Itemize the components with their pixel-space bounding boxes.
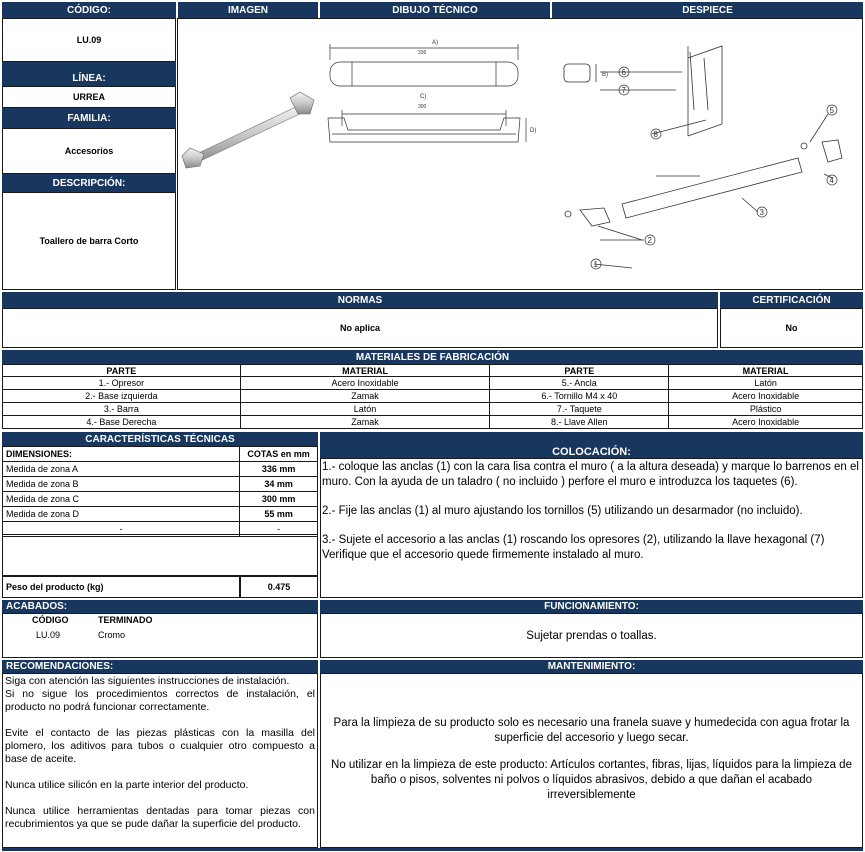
material-cell: Zamak: [240, 390, 490, 403]
linea-value: URREA: [2, 86, 176, 108]
acabados-codigo: LU.09: [36, 630, 61, 640]
peso-label: Peso del producto (kg): [2, 576, 240, 598]
col-dimensiones: DIMENSIONES:: [3, 447, 240, 462]
linea-header: LÍNEA:: [2, 62, 176, 86]
table-row: [3, 492, 318, 507]
codigo-value: LU.09: [2, 18, 176, 62]
callout-3: 3: [759, 208, 764, 217]
rec-line-5: Nunca utilice herramientas dentadas para tomar piezas con recubrimientos ya que se pude dañar la superficie del producto.: [5, 805, 315, 830]
dibujo-tecnico-header: DIBUJO TÉCNICO: [320, 2, 550, 18]
dim-value: 336 mm: [240, 462, 318, 477]
dim-name: Medida de zona B: [3, 477, 240, 492]
material-cell: Plástico: [669, 403, 863, 416]
table-row: [3, 390, 863, 403]
familia-header: FAMILIA:: [2, 108, 176, 128]
imagen-header: IMAGEN: [178, 2, 318, 18]
exploded-view: [552, 28, 862, 288]
table-row: [3, 477, 318, 492]
colocacion-step-2: 2.- Fije las anclas (1) al muro ajustando los tornillos (5) utilizando un desarmador (no incluido).: [322, 505, 803, 517]
callout-5: 5: [829, 106, 834, 115]
dim-value: 55 mm: [240, 507, 318, 522]
acabados-header: ACABADOS:: [2, 600, 318, 613]
callout-6: 6: [621, 68, 626, 77]
label-c: C): [420, 94, 427, 100]
descripcion-value: Toallero de barra Corto: [2, 192, 176, 290]
table-row: [3, 462, 318, 477]
dim-a: 336: [418, 50, 427, 56]
acabados-col-codigo: CÓDIGO: [32, 615, 69, 625]
colocacion-step-1: 1.- coloque las anclas (1) con la cara lisa contra el muro ( a la altura deseada) y marque lo barrenos en el muro. Con la ayuda de un taladro ( no incluido ) perfore el muro e introduzca los taquetes (6).: [322, 461, 859, 488]
dimensions-table: [2, 446, 318, 537]
material-cell: Acero Inoxidable: [240, 377, 490, 390]
parte-cell: 8.- Llave Allen: [490, 416, 669, 429]
acabados-terminado: Cromo: [98, 630, 126, 640]
recomendaciones-header: RECOMENDACIONES:: [2, 660, 318, 673]
col-parte-2: PARTE: [490, 365, 669, 377]
colocacion-step-3: 3.- Sujete el accesorio a las anclas (1) roscando los opresores (2), utilizando la llave hexagonal (7) Verifique que el accesorio quede firmemente instalado al muro.: [322, 534, 825, 561]
dim-c: 300: [418, 104, 427, 110]
material-cell: Zamak: [240, 416, 490, 429]
despiece-header: DESPIECE: [552, 2, 863, 18]
normas-value: No aplica: [2, 308, 718, 348]
rec-line-1: Siga con atención las siguientes instrucciones de instalación.: [5, 675, 290, 687]
codigo-header: CÓDIGO:: [2, 2, 176, 18]
dim-value: 300 mm: [240, 492, 318, 507]
label-a: A): [432, 40, 438, 46]
dim-name: Medida de zona D: [3, 507, 240, 522]
normas-header: NORMAS: [2, 292, 718, 308]
certificacion-value: No: [720, 308, 863, 348]
descripcion-header: DESCRIPCIÓN:: [2, 174, 176, 192]
table-row: [3, 403, 863, 416]
recomendaciones-body: [2, 673, 318, 848]
mantenimiento-p2: No utilizar en la limpieza de este producto: Artículos cortantes, fibras, lijas, líquidos para la limpieza de baño o pisos, solventes ni polvos o líquidos abrasivos, debido a que dañan el acabado irreversiblemente: [331, 759, 852, 801]
dim-name: Medida de zona C: [3, 492, 240, 507]
peso-value: 0.475: [240, 576, 318, 598]
table-row: [3, 377, 863, 390]
callout-2: 2: [647, 236, 652, 245]
dim-name: -: [3, 522, 240, 537]
material-cell: Acero Inoxidable: [669, 390, 863, 403]
familia-value: Accesorios: [2, 128, 176, 174]
dim-value: 34 mm: [240, 477, 318, 492]
col-material-1: MATERIAL: [240, 365, 490, 377]
materiales-header: MATERIALES DE FABRICACIÓN: [2, 350, 863, 364]
parte-cell: 7.- Taquete: [490, 403, 669, 416]
parte-cell: 6.- Tornillo M4 x 40: [490, 390, 669, 403]
mantenimiento-header: MANTENIMIENTO:: [320, 660, 863, 673]
col-cotas: COTAS en mm: [240, 447, 318, 462]
blank-cell: [2, 534, 318, 576]
parte-cell: 1.- Opresor: [3, 377, 241, 390]
dim-value: -: [240, 522, 318, 537]
technical-drawing: [322, 30, 550, 160]
bottom-rule: [2, 848, 863, 851]
parte-cell: 5.- Ancla: [490, 377, 669, 390]
table-row: [3, 416, 863, 429]
mantenimiento-body: [320, 673, 863, 848]
material-cell: Latón: [669, 377, 863, 390]
rec-line-2: Si no sigue los procedimientos correctos de instalación, el producto no podrá funcionar correctamente.: [5, 688, 315, 713]
material-cell: Acero Inoxidable: [669, 416, 863, 429]
rec-line-4: Nunca utilice silicón en la parte interior del producto.: [5, 779, 249, 791]
materials-table: [2, 364, 863, 429]
parte-cell: 2.- Base izquierda: [3, 390, 241, 403]
funcionamiento-header: FUNCIONAMIENTO:: [320, 600, 863, 613]
colocacion-header: COLOCACIÓN:: [320, 432, 863, 458]
callout-4: 4: [829, 176, 834, 185]
mantenimiento-p1: Para la limpieza de su producto solo es necesario una franela suave y humedecida con agua frotar la superficie del accesorio y luego secar.: [333, 717, 850, 744]
label-b: B): [602, 72, 608, 78]
parte-cell: 3.- Barra: [3, 403, 241, 416]
rec-line-3: Evite el contacto de las piezas plásticas con la masilla del plomero, los aditivos para tubos o cualquier otro compuesto a base de aceite.: [5, 727, 315, 765]
caracteristicas-header: CARACTERÍSTICAS TÉCNICAS: [2, 432, 318, 446]
label-d: D): [530, 128, 537, 134]
acabados-col-terminado: TERMINADO: [98, 615, 153, 625]
certificacion-header: CERTIFICACIÓN: [720, 292, 863, 308]
product-photo: [180, 90, 320, 170]
col-parte-1: PARTE: [3, 365, 241, 377]
material-cell: Latón: [240, 403, 490, 416]
callout-8: 8: [653, 130, 658, 139]
callout-7: 7: [621, 86, 626, 95]
parte-cell: 4.- Base Derecha: [3, 416, 241, 429]
dim-name: Medida de zona A: [3, 462, 240, 477]
callout-1: 1: [593, 260, 598, 269]
funcionamiento-value: Sujetar prendas o toallas.: [320, 613, 863, 658]
col-material-2: MATERIAL: [669, 365, 863, 377]
table-row: [3, 507, 318, 522]
